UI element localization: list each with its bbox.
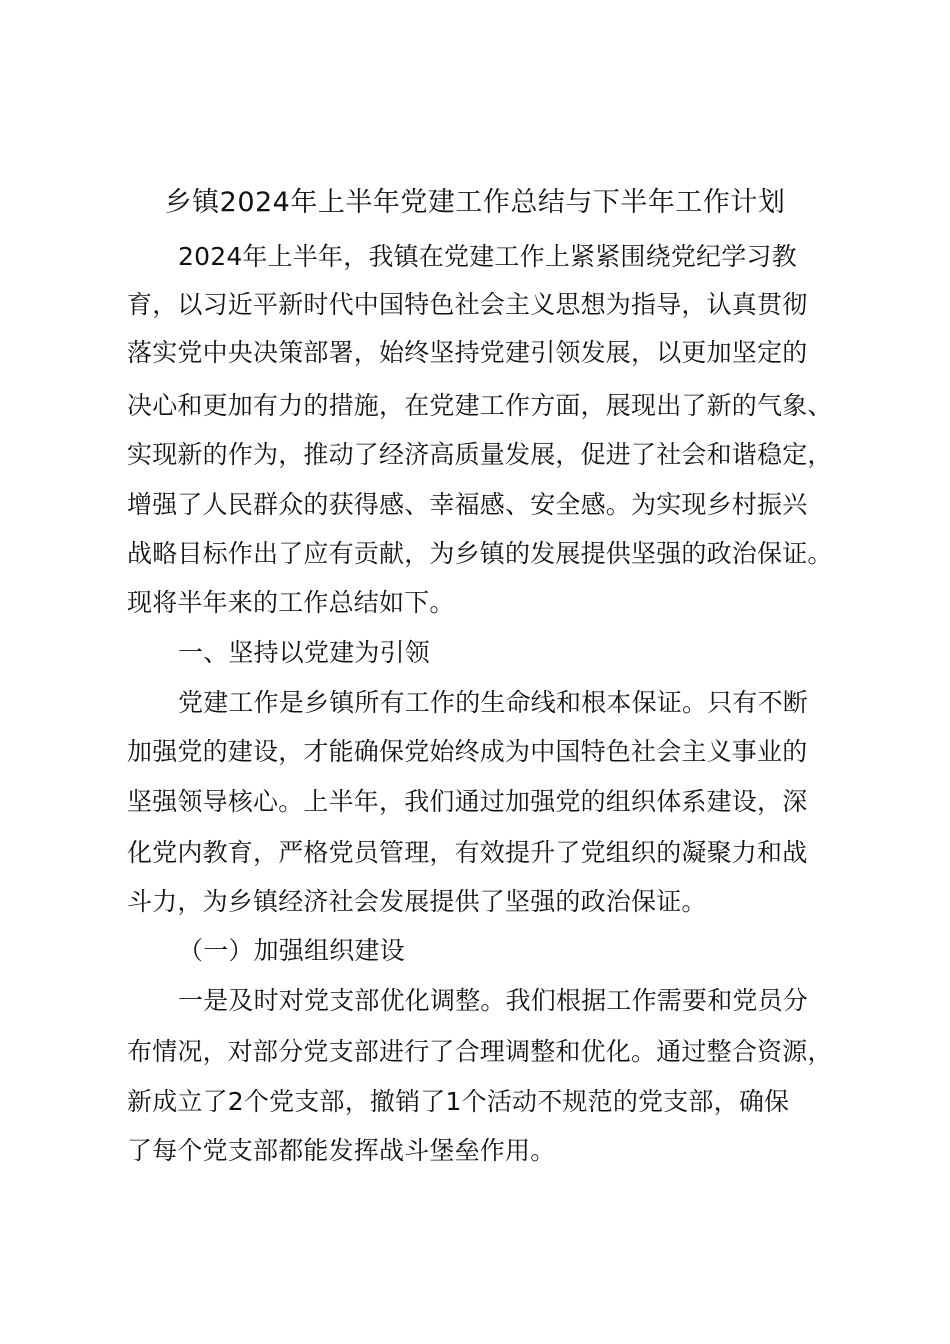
paragraph-line: 实现新的作为，推动了经济高质量发展，促进了社会和谐稳定， (127, 440, 833, 469)
paragraph-line: 党建工作是乡镇所有工作的生命线和根本保证。只有不断 (178, 688, 809, 717)
subsection-heading: （一）加强组织建设 (178, 936, 405, 965)
paragraph-line: 增强了人民群众的获得感、幸福感、安全感。为实现乡村振兴 (127, 490, 808, 519)
paragraph-line: 一是及时对党支部优化调整。我们根据工作需要和党员分 (178, 986, 809, 1015)
paragraph-line: 斗力，为乡镇经济社会发展提供了坚强的政治保证。 (127, 887, 707, 916)
paragraph-line: 育，以习近平新时代中国特色社会主义思想为指导，认真贯彻 (127, 290, 808, 319)
paragraph-line: 化党内教育，严格党员管理，有效提升了党组织的凝聚力和战 (127, 838, 808, 867)
paragraph-line: 落实党中央决策部署，始终坚持党建引领发展，以更加坚定的 (127, 338, 808, 367)
paragraph-line: 加强党的建设，才能确保党始终成为中国特色社会主义事业的 (127, 737, 808, 766)
paragraph-line: 战略目标作出了应有贡献，为乡镇的发展提供坚强的政治保证。 (127, 539, 833, 568)
document-title: 乡镇2024年上半年党建工作总结与下半年工作计划 (164, 187, 786, 218)
paragraph-line: 布情况，对部分党支部进行了合理调整和优化。通过整合资源， (127, 1037, 833, 1066)
paragraph-line: 了每个党支部都能发挥战斗堡垒作用。 (127, 1136, 556, 1165)
paragraph-line: 新成立了2个党支部，撤销了1个活动不规范的党支部，确保 (127, 1087, 790, 1116)
paragraph-line: 2024年上半年，我镇在党建工作上紧紧围绕党纪学习教 (178, 242, 797, 271)
paragraph-line: 坚强领导核心。上半年，我们通过加强党的组织体系建设，深 (127, 787, 808, 816)
section-heading: 一、坚持以党建为引领 (178, 638, 431, 667)
paragraph-line: 决心和更加有力的措施，在党建工作方面，展现出了新的气象、 (127, 391, 833, 420)
paragraph-line: 现将半年来的工作总结如下。 (127, 588, 455, 617)
